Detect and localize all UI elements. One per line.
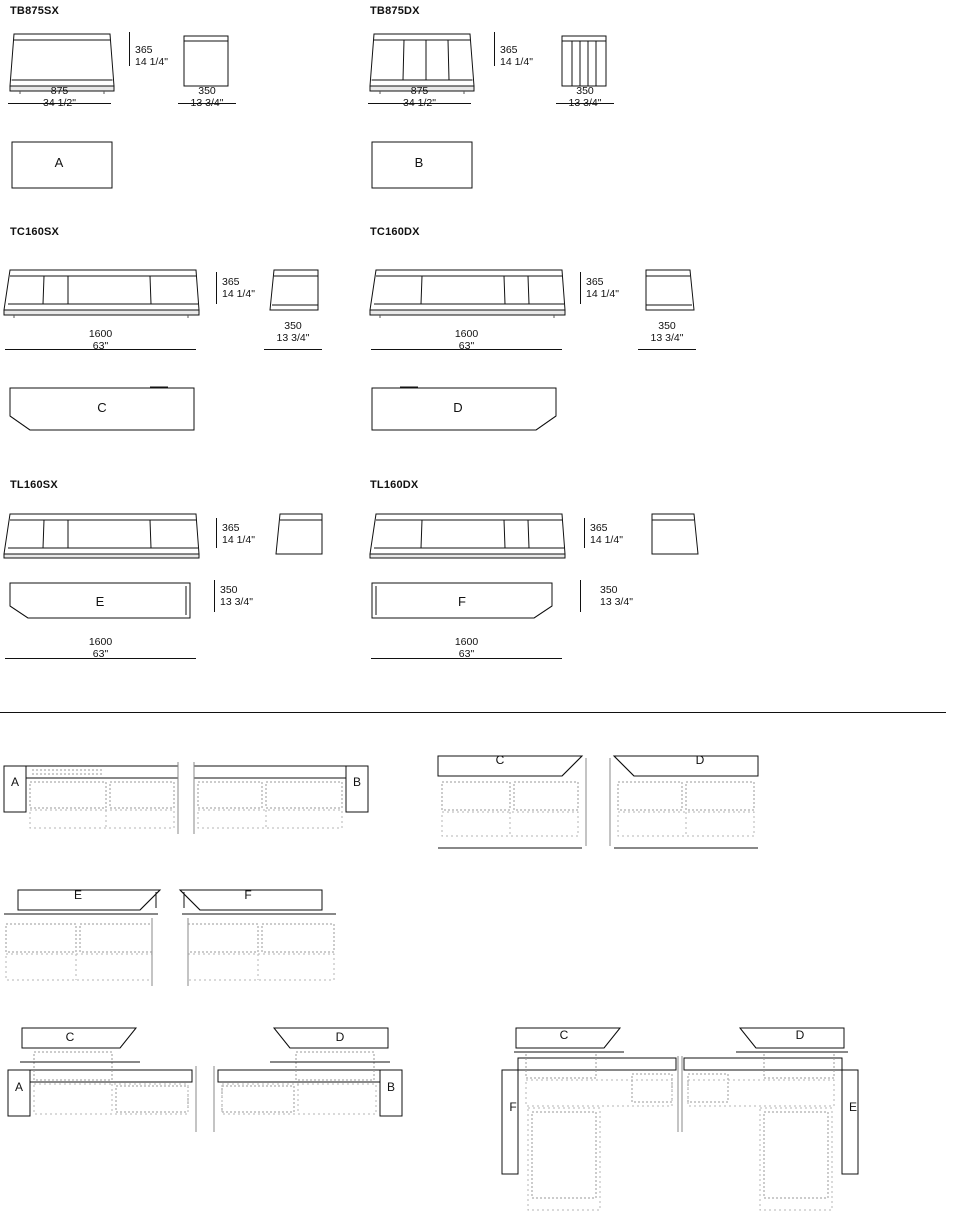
height-dim-line-tl160sx bbox=[216, 518, 217, 548]
composition-label-b: B bbox=[352, 775, 361, 789]
depth-dim-tb875sx: 350 13 3/4" bbox=[190, 85, 224, 109]
plan-letter-e: E bbox=[95, 594, 105, 609]
composition-c-f-d-e bbox=[492, 1022, 892, 1222]
depth-dim-tc160dx: 350 13 3/4" bbox=[650, 320, 684, 344]
module-code-tc160dx: TC160DX bbox=[370, 226, 420, 238]
depth-dim-line-tc160dx bbox=[638, 349, 696, 350]
elevation-side-tb875dx bbox=[556, 24, 616, 74]
composition-label-c-3: C bbox=[559, 1028, 569, 1042]
height-dim-tc160dx: 365 14 1/4" bbox=[586, 276, 619, 300]
composition-label-d-3: D bbox=[795, 1028, 805, 1042]
width-dim-tl160sx: 1600 63" bbox=[88, 636, 113, 660]
plan-letter-a: A bbox=[54, 155, 64, 170]
height-dim-line-tb875sx bbox=[129, 32, 130, 66]
module-code-tc160sx: TC160SX bbox=[10, 226, 60, 238]
elevation-front-tl160dx bbox=[366, 500, 581, 570]
depth-dim-line-tc160sx bbox=[264, 349, 322, 350]
composition-a-b bbox=[0, 748, 380, 848]
depth-dim-tl160sx: 350 13 3/4" bbox=[220, 584, 253, 608]
height-dim-line-tc160dx bbox=[580, 272, 581, 304]
width-dim-tb875sx: 875 34 1/2" bbox=[43, 85, 76, 109]
width-dim-tc160dx: 1600 63" bbox=[454, 328, 479, 352]
height-dim-line-tc160sx bbox=[216, 272, 217, 304]
composition-label-d-1: D bbox=[695, 753, 705, 767]
composition-label-b-2: B bbox=[386, 1080, 395, 1094]
composition-label-f-3: F bbox=[509, 1100, 517, 1114]
composition-label-f: F bbox=[244, 888, 252, 902]
elevation-side-tc160dx bbox=[640, 248, 700, 318]
height-dim-tc160sx: 365 14 1/4" bbox=[222, 276, 255, 300]
plan-letter-d: D bbox=[453, 400, 463, 415]
elevation-front-tc160dx bbox=[366, 248, 581, 323]
height-dim-line-tl160dx bbox=[584, 518, 585, 548]
elevation-side-tl160dx bbox=[646, 500, 706, 560]
composition-label-e: E bbox=[73, 888, 82, 902]
height-dim-tb875sx: 365 14 1/4" bbox=[135, 44, 168, 68]
composition-label-d-2: D bbox=[335, 1030, 345, 1044]
composition-label-c-2: C bbox=[65, 1030, 75, 1044]
depth-dim-tl160dx: 350 13 3/4" bbox=[600, 584, 633, 608]
height-dim-tl160sx: 365 14 1/4" bbox=[222, 522, 255, 546]
depth-dim-tc160sx: 350 13 3/4" bbox=[276, 320, 310, 344]
plan-letter-c: C bbox=[97, 400, 107, 415]
elevation-front-tl160sx bbox=[0, 500, 215, 570]
height-dim-tb875dx: 365 14 1/4" bbox=[500, 44, 533, 68]
depth-dim-line-tl160dx bbox=[580, 580, 581, 612]
height-dim-tl160dx: 365 14 1/4" bbox=[590, 522, 623, 546]
plan-letter-f: F bbox=[458, 594, 466, 609]
module-code-tl160sx: TL160SX bbox=[10, 479, 58, 491]
width-dim-tc160sx: 1600 63" bbox=[88, 328, 113, 352]
height-dim-line-tb875dx bbox=[494, 32, 495, 66]
composition-label-a-2: A bbox=[14, 1080, 23, 1094]
elevation-side-tc160sx bbox=[266, 248, 326, 318]
module-code-tb875sx: TB875SX bbox=[10, 5, 60, 17]
width-dim-tl160dx: 1600 63" bbox=[454, 636, 479, 660]
section-divider bbox=[0, 712, 946, 713]
composition-label-e-3: E bbox=[848, 1100, 857, 1114]
module-code-tb875dx: TB875DX bbox=[370, 5, 420, 17]
elevation-side-tb875sx bbox=[178, 24, 238, 74]
depth-dim-tb875dx: 350 13 3/4" bbox=[568, 85, 602, 109]
composition-label-c-1: C bbox=[495, 753, 505, 767]
composition-label-a: A bbox=[10, 775, 19, 789]
module-code-tl160dx: TL160DX bbox=[370, 479, 419, 491]
depth-dim-line-tl160sx bbox=[214, 580, 215, 612]
plan-letter-b: B bbox=[414, 155, 424, 170]
width-dim-tb875dx: 875 34 1/2" bbox=[403, 85, 436, 109]
elevation-side-tl160sx bbox=[272, 500, 332, 560]
elevation-front-tc160sx bbox=[0, 248, 215, 323]
